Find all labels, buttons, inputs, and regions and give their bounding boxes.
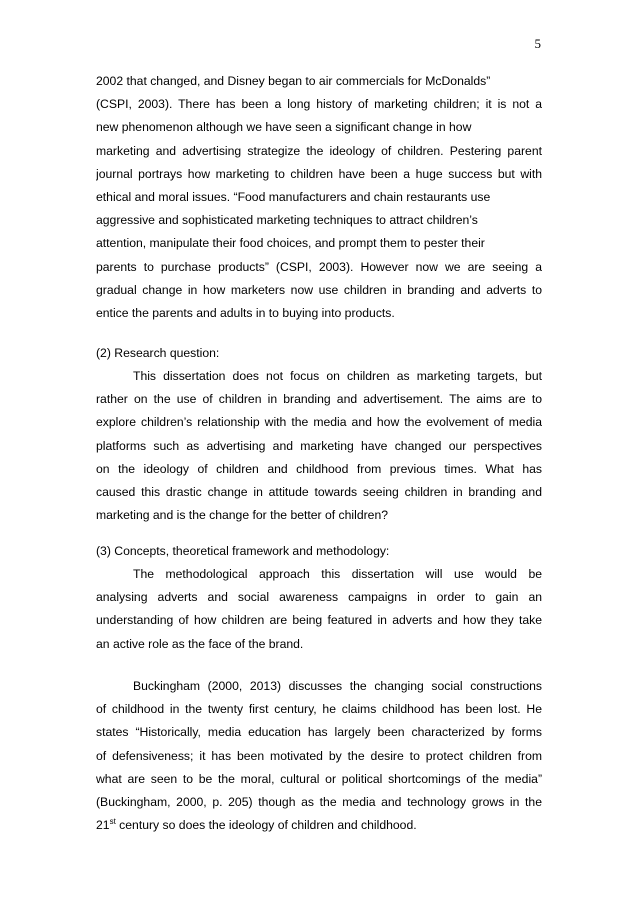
text-line-rest: century so does the ideology of children and childhood. [115,818,417,833]
text-line: This dissertation does not focus on children as marketing targets, but [133,369,542,383]
text-line: new phenomenon although we have seen a significant change in how [96,120,472,135]
text-line: attention, manipulate their food choices, and prompt them to pester their [96,236,485,251]
text-line: 2002 that changed, and Disney began to air commercials for McDonalds” [96,74,491,88]
text-line: aggressive and sophisticated marketing techniques to attract children’s [96,213,478,228]
text-line: an active role as the face of the brand. [96,636,304,651]
section-heading-research-question [96,342,542,365]
text-line: The methodological approach this dissertation will use would be [133,567,542,581]
text-line: of defensiveness; it has been motivated by the desire to protect children from [96,748,542,763]
text-line-last [96,814,542,837]
text-line: journal portrays how marketing to children have been a huge success but with [96,166,542,181]
text-line: parents to purchase products” (CSPI, 2003). However now we are seeing a [96,259,542,274]
text-line: analysing adverts and social awareness campaigns in order to gain an [96,590,542,605]
century-number: 21 [96,818,110,833]
text-line: of childhood in the twenty first century, he claims childhood has been lost. He [96,702,542,717]
text-line: understanding of how children are being featured in adverts and how they take [96,613,542,628]
text-line: (Buckingham, 2000, p. 205) though as the media and technology grows in the [96,794,542,809]
paragraph-buckingham [96,675,542,837]
text-line: entice the parents and adults in to buying into products. [96,305,395,320]
paragraph-research-question [96,365,542,527]
paragraph-methodology [96,563,542,656]
ordinal-superscript: st [109,817,116,827]
text-line: marketing and is the change for the better of children? [96,508,389,523]
text-line: what are seen to be the moral, cultural or political shortcomings of the media” [96,771,542,786]
text-line: states “Historically, media education has largely been characterized by forms [96,725,542,740]
text-line: caused this drastic change in attitude towards seeing children in branding and [96,484,542,499]
text-line: Buckingham (2000, 2013) discusses the changing social constructions [133,679,542,693]
section-heading-concepts [96,540,542,563]
section-heading: (2) Research question: [96,346,220,360]
text-line: rather on the use of children in branding and advertisement. The aims are to [96,392,542,407]
page-number: 5 [534,36,541,51]
text-line: explore children’s relationship with the media and how the evolvement of media [96,415,542,430]
text-line: on the ideology of children and childhood from previous times. What has [96,461,542,476]
text-line: ethical and moral issues. “Food manufacturers and chain restaurants use [96,189,491,204]
text-line: marketing and advertising strategize the ideology of children. Pestering parent [96,143,542,158]
paragraph-intro [96,70,542,325]
text-line: gradual change in how marketers now use children in branding and adverts to [96,282,542,297]
section-heading: (3) Concepts, theoretical framework and methodology: [96,544,390,558]
text-line: platforms such as advertising and marketing have changed our perspectives [96,438,542,453]
text-line: (CSPI, 2003). There has been a long history of marketing children; it is not a [96,97,542,112]
